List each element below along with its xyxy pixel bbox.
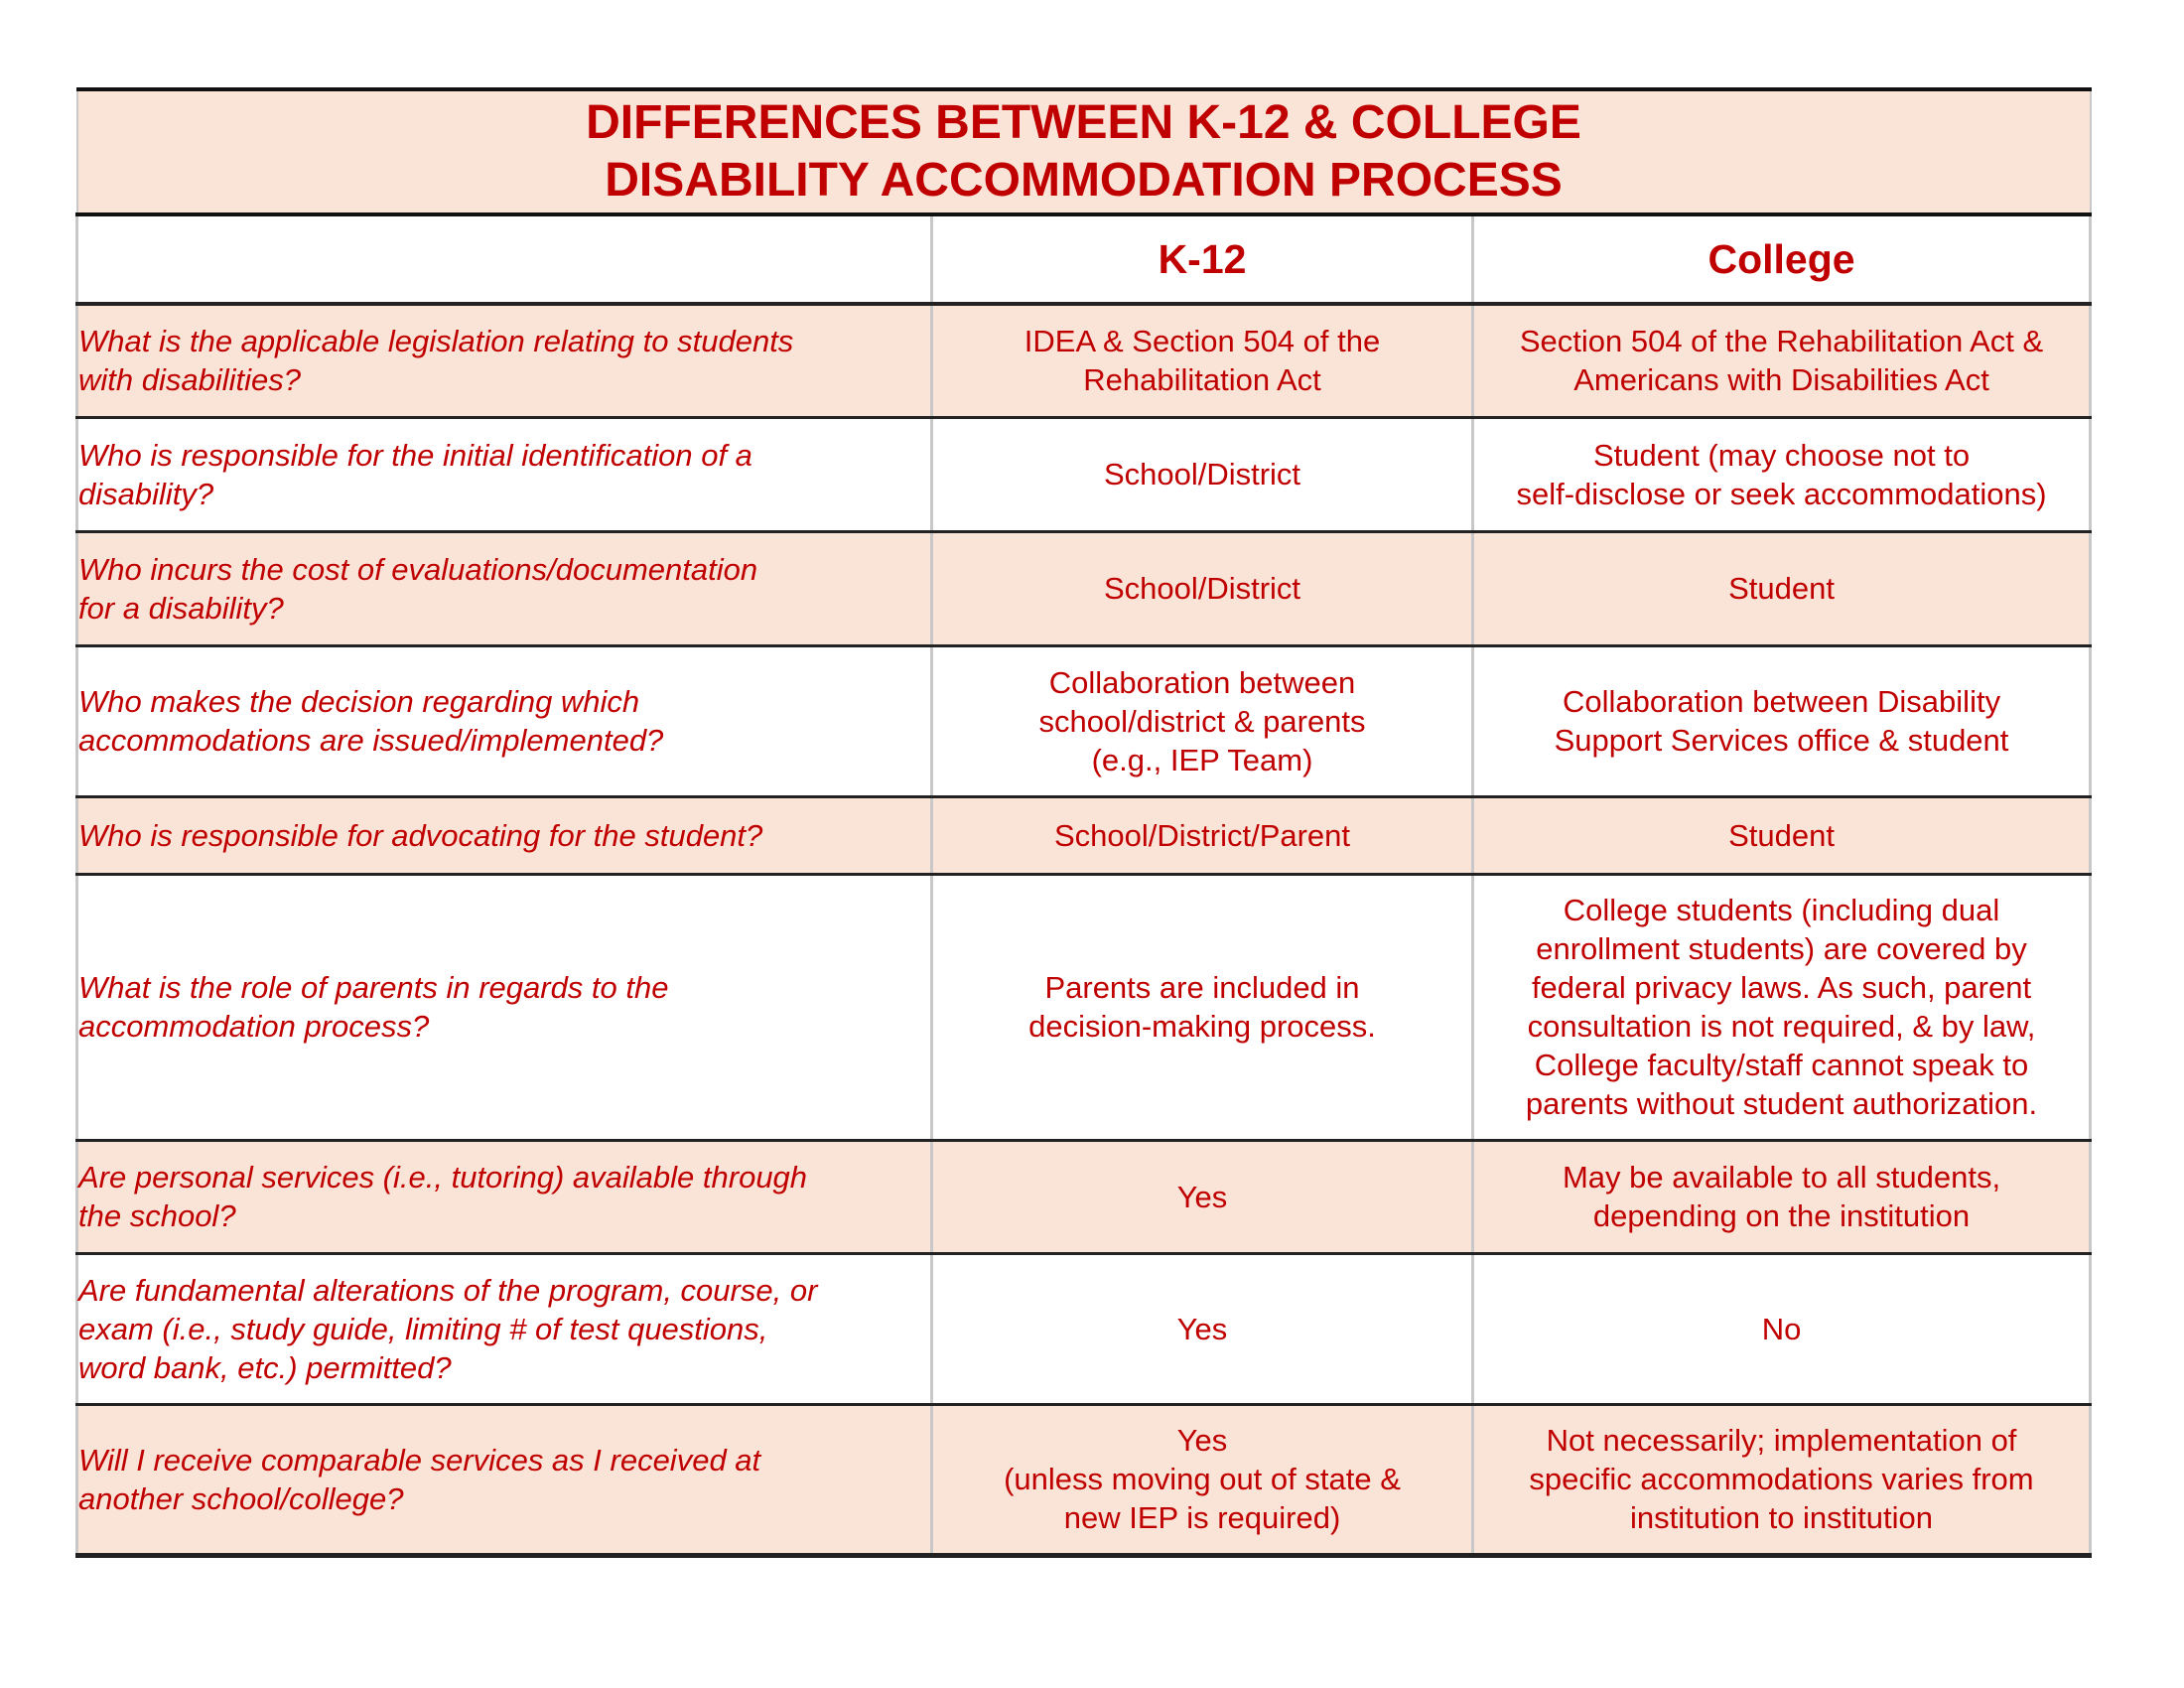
college-cell bbox=[1473, 531, 2091, 645]
question-cell-line: Who is responsible for advocating for the student? bbox=[78, 817, 763, 853]
college-cell-line: Americans with Disabilities Act bbox=[1573, 362, 1989, 398]
college-cell bbox=[1473, 304, 2091, 417]
k12-cell bbox=[932, 1140, 1473, 1253]
college-cell-line: College faculty/staff cannot speak to bbox=[1534, 1048, 2029, 1082]
table-row bbox=[77, 1140, 2091, 1253]
k12-cell-line: School/District/Parent bbox=[1053, 817, 1351, 853]
college-cell-line: Section 504 of the Rehabilitation Act & bbox=[1519, 324, 2044, 359]
question-cell-line: accommodations are issued/implemented? bbox=[78, 723, 664, 758]
college-cell-line: Collaboration between Disability bbox=[1562, 684, 2001, 719]
college-cell-line: institution to institution bbox=[1630, 1500, 1934, 1535]
question-cell bbox=[77, 417, 932, 531]
question-cell-line: What is the role of parents in regards to the bbox=[78, 970, 669, 1005]
k12-cell bbox=[932, 531, 1473, 645]
k12-cell bbox=[932, 1404, 1473, 1555]
question-cell-line: word bank, etc.) permitted? bbox=[78, 1349, 452, 1385]
question-cell-line: exam (i.e., study guide, limiting # of test questions, bbox=[78, 1311, 768, 1346]
k12-cell bbox=[932, 1253, 1473, 1404]
college-cell-line: depending on the institution bbox=[1592, 1198, 1971, 1233]
question-cell-line: another school/college? bbox=[78, 1480, 404, 1516]
table-row bbox=[77, 874, 2091, 1140]
k12-cell-line: School/District bbox=[1103, 457, 1301, 492]
k12-cell bbox=[932, 796, 1473, 874]
question-cell-line: with disabilities? bbox=[78, 362, 301, 398]
college-cell-line: May be available to all students, bbox=[1562, 1160, 2001, 1195]
k12-cell-line: Yes bbox=[1176, 1179, 1228, 1214]
table-row bbox=[77, 417, 2091, 531]
question-cell bbox=[77, 1140, 932, 1253]
k12-cell-line: Rehabilitation Act bbox=[1083, 362, 1321, 398]
college-cell-line: enrollment students) are covered by bbox=[1536, 931, 2027, 966]
k12-cell-line: Collaboration between bbox=[1048, 664, 1356, 700]
college-cell bbox=[1473, 1253, 2091, 1404]
question-cell-line: Are personal services (i.e., tutoring) available through bbox=[78, 1160, 808, 1195]
college-cell bbox=[1473, 796, 2091, 874]
table-row bbox=[77, 304, 2091, 417]
question-cell bbox=[77, 531, 932, 645]
college-cell-line: consultation is not required, & by law, bbox=[1527, 1009, 2036, 1044]
question-cell-line: accommodation process? bbox=[78, 1009, 430, 1044]
question-cell-line: the school? bbox=[78, 1198, 236, 1233]
k12-cell-line: School/District bbox=[1103, 571, 1301, 606]
question-cell-line: for a disability? bbox=[78, 590, 284, 626]
table-row bbox=[77, 645, 2091, 796]
title-line-1: DIFFERENCES BETWEEN K-12 & COLLEGE bbox=[586, 96, 1581, 149]
k12-cell-line: Parents are included in bbox=[1044, 970, 1360, 1005]
k12-cell-line: decision-making process. bbox=[1028, 1009, 1376, 1044]
k12-cell-line: IDEA & Section 504 of the bbox=[1024, 324, 1381, 359]
k12-cell-line: (e.g., IEP Team) bbox=[1091, 742, 1313, 777]
title-line-2: DISABILITY ACCOMMODATION PROCESS bbox=[605, 154, 1563, 207]
table-title bbox=[77, 89, 2091, 214]
k12-cell bbox=[932, 417, 1473, 531]
college-cell-line: Student bbox=[1728, 817, 1835, 853]
college-cell-line: federal privacy laws. As such, parent bbox=[1531, 970, 2032, 1005]
college-cell-line: parents without student authorization. bbox=[1525, 1086, 2038, 1121]
college-cell-line: Student bbox=[1728, 571, 1835, 606]
college-cell bbox=[1473, 417, 2091, 531]
k12-cell-line: Yes bbox=[1176, 1423, 1228, 1458]
header-question-column bbox=[77, 214, 932, 304]
table-row bbox=[77, 1253, 2091, 1404]
college-cell-line: self-disclose or seek accommodations) bbox=[1516, 476, 2047, 511]
question-cell-line: What is the applicable legislation relating to students bbox=[78, 324, 794, 359]
k12-cell-line: new IEP is required) bbox=[1063, 1500, 1341, 1535]
college-cell-line: No bbox=[1761, 1311, 1802, 1346]
question-cell bbox=[77, 1404, 932, 1555]
question-cell-line: Are fundamental alterations of the program, course, or bbox=[78, 1272, 818, 1308]
table-row bbox=[77, 531, 2091, 645]
question-cell bbox=[77, 304, 932, 417]
college-cell bbox=[1473, 874, 2091, 1140]
question-cell bbox=[77, 796, 932, 874]
k12-cell bbox=[932, 645, 1473, 796]
college-cell bbox=[1473, 645, 2091, 796]
college-cell bbox=[1473, 1404, 2091, 1555]
k12-cell-line: school/district & parents bbox=[1038, 703, 1366, 739]
question-cell bbox=[77, 1253, 932, 1404]
table-body bbox=[77, 304, 2091, 1555]
question-cell-line: Who incurs the cost of evaluations/documentation bbox=[78, 551, 758, 587]
question-cell bbox=[77, 874, 932, 1140]
header-college-column: College bbox=[1473, 214, 2091, 304]
college-cell-line: specific accommodations varies from bbox=[1529, 1462, 2034, 1496]
header-k12-column: K-12 bbox=[932, 214, 1473, 304]
question-cell-line: disability? bbox=[78, 476, 214, 511]
table-row bbox=[77, 796, 2091, 874]
college-cell-line: Not necessarily; implementation of bbox=[1546, 1423, 2017, 1458]
college-cell bbox=[1473, 1140, 2091, 1253]
college-cell-line: Student (may choose not to bbox=[1592, 437, 1971, 473]
k12-cell-line: Yes bbox=[1176, 1311, 1228, 1346]
k12-cell bbox=[932, 304, 1473, 417]
question-cell-line: Will I receive comparable services as I received at bbox=[78, 1442, 761, 1477]
table-row bbox=[77, 1404, 2091, 1555]
question-cell-line: Who is responsible for the initial identification of a bbox=[78, 437, 752, 473]
question-cell-line: Who makes the decision regarding which bbox=[78, 684, 640, 719]
k12-cell-line: (unless moving out of state & bbox=[1004, 1462, 1401, 1496]
college-cell-line: Support Services office & student bbox=[1554, 723, 2009, 758]
comparison-table bbox=[75, 87, 2092, 1558]
question-cell bbox=[77, 645, 932, 796]
k12-cell bbox=[932, 874, 1473, 1140]
college-cell-line: College students (including dual bbox=[1563, 893, 2000, 927]
